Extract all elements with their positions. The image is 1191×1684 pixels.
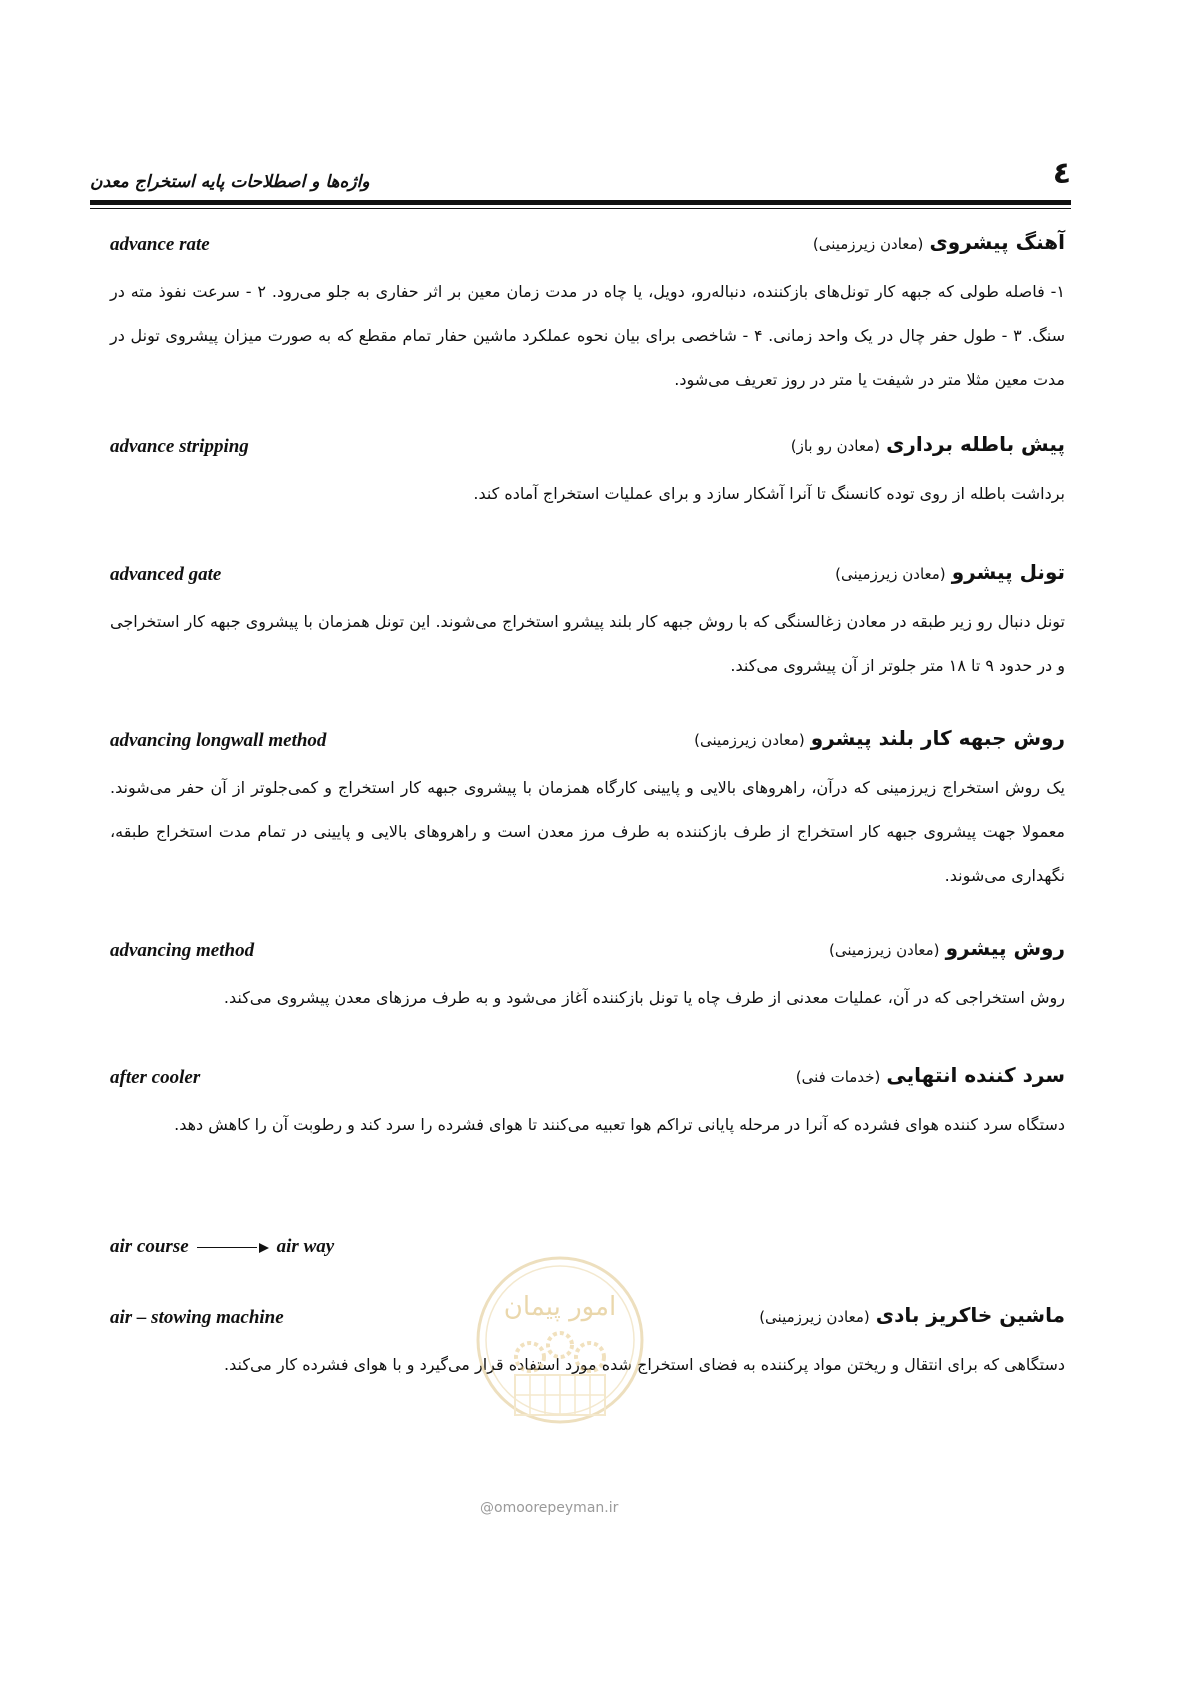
header-rule-thin: [90, 208, 1071, 209]
persian-term-line: [813, 230, 1065, 254]
page-number: ٤: [1052, 156, 1071, 191]
glossary-entry-advance-stripping: [110, 432, 1065, 516]
page-header: [90, 148, 1071, 208]
persian-term-line: [791, 432, 1065, 456]
persian-term-line: [829, 936, 1065, 960]
glossary-entry-after-cooler: [110, 1063, 1065, 1147]
domain-label: (خدمات فنی): [795, 1068, 881, 1086]
domain-label: (معادن زیرزمینی): [835, 565, 946, 583]
persian-term-line: [835, 560, 1065, 584]
persian-term: سرد کننده انتهایی: [886, 1063, 1065, 1087]
persian-term: تونل پیشرو: [951, 560, 1065, 584]
glossary-entry-advancing-longwall-method: [110, 726, 1065, 898]
persian-term: پیش باطله برداری: [886, 432, 1065, 456]
english-term: air – stowing machine: [110, 1307, 284, 1328]
running-title: واژه‌ها و اصطلاحات پایه استخراج معدن: [90, 172, 370, 192]
cross-reference-line: [110, 1236, 334, 1258]
domain-label: (معادن زیرزمینی): [759, 1308, 870, 1326]
persian-term: روش پیشرو: [945, 936, 1065, 960]
definition: برداشت باطله از روی توده کانسنگ تا آنرا آشکار سازد و برای عملیات استخراج آماده کند.: [473, 484, 1065, 503]
persian-term-line: [796, 1063, 1065, 1087]
persian-term-line: [759, 1303, 1065, 1327]
definition: دستگاه سرد کننده هوای فشرده که آنرا در مرحله پایانی تراکم هوا تعبیه می‌کنند تا هوای فشرده را سرد کند و رطوبت آن را کاهش دهد.: [174, 1115, 1065, 1134]
domain-label: (معادن زیرزمینی): [829, 941, 940, 959]
domain-label: (معادن رو باز): [790, 437, 881, 455]
arrow-head-icon: [259, 1243, 269, 1253]
header-rule-thick: [90, 200, 1071, 205]
persian-term: روش جبهه کار بلند پیشرو: [810, 726, 1065, 750]
english-term: advancing longwall method: [110, 730, 327, 751]
persian-term-line: [694, 726, 1065, 750]
domain-label: (معادن زیرزمینی): [812, 235, 924, 253]
cross-reference-from: air course: [110, 1236, 189, 1257]
arrow-icon: [197, 1247, 257, 1248]
watermark-text: امور پیمان: [503, 1292, 617, 1322]
glossary-entry-advanced-gate: [110, 560, 1065, 688]
english-term: after cooler: [110, 1067, 201, 1088]
glossary-entry-advancing-method: [110, 936, 1065, 1020]
definition: روش استخراجی که در آن، عملیات معدنی از طرف چاه یا تونل بازکننده آغاز می‌شود و به طرف مرزهای معدن پیشروی می‌کند.: [223, 988, 1065, 1007]
cross-reference-to: air way: [276, 1236, 335, 1257]
english-term: advancing method: [110, 940, 255, 961]
definition: دستگاهی که برای انتقال و ریختن مواد پرکننده به فضای استخراج شده مورد استفاده قرار می‌گیرد و با هوای فشرده کار می‌کند.: [224, 1355, 1065, 1374]
glossary-entry-advance-rate: [110, 230, 1065, 402]
english-term: advanced gate: [110, 564, 222, 585]
definition: ۱- فاصله طولی که جبهه کار تونل‌های بازکننده، دنباله‌رو، دویل، یا چاه در مدت زمان معین بر اثر حفاری به جلو می‌رود. ۲ - سرعت نفوذ مته در سنگ. ۳ - طول حفر چال در یک واحد زمانی. ۴ - شاخصی برای بیان نحوه عملکرد ماشین حفار تمام مقطع که به صورت میزان پیشروی تونل در مدت معین مثلا متر در شیفت یا متر در روز تعریف می‌شود.: [110, 282, 1066, 389]
domain-label: (معادن زیرزمینی): [694, 731, 805, 749]
definition: تونل دنبال رو زیر طبقه در معادن زغالسنگی که با روش جبهه کار بلند پیشرو استخراج می‌شوند. این تونل همزمان با پیشروی جبهه کار استخراجی و در حدود ۹ تا ۱۸ متر جلوتر از آن پیشروی می‌کند.: [110, 612, 1065, 675]
persian-term: ماشین خاکریز بادی: [875, 1303, 1065, 1327]
watermark-logo-icon: [460, 1245, 660, 1475]
persian-term: آهنگ پیشروی: [929, 230, 1065, 254]
definition: یک روش استخراج زیرزمینی که درآن، راهروهای بالایی و پایینی کارگاه همزمان با پیشروی جبهه کار استخراج و کمی‌جلوتر از آن حفر می‌شوند. معمولا جهت پیشروی جبهه کار استخراج از طرف بازکننده به طرف مرز معدن است و راهروهای بالایی و پایینی در تمام مدت استخراج طبقه، نگهداری می‌شوند.: [110, 778, 1065, 885]
english-term: advance rate: [110, 234, 210, 255]
english-term: advance stripping: [110, 436, 249, 457]
watermark-url: @omoorepeyman.ir: [480, 1500, 619, 1516]
